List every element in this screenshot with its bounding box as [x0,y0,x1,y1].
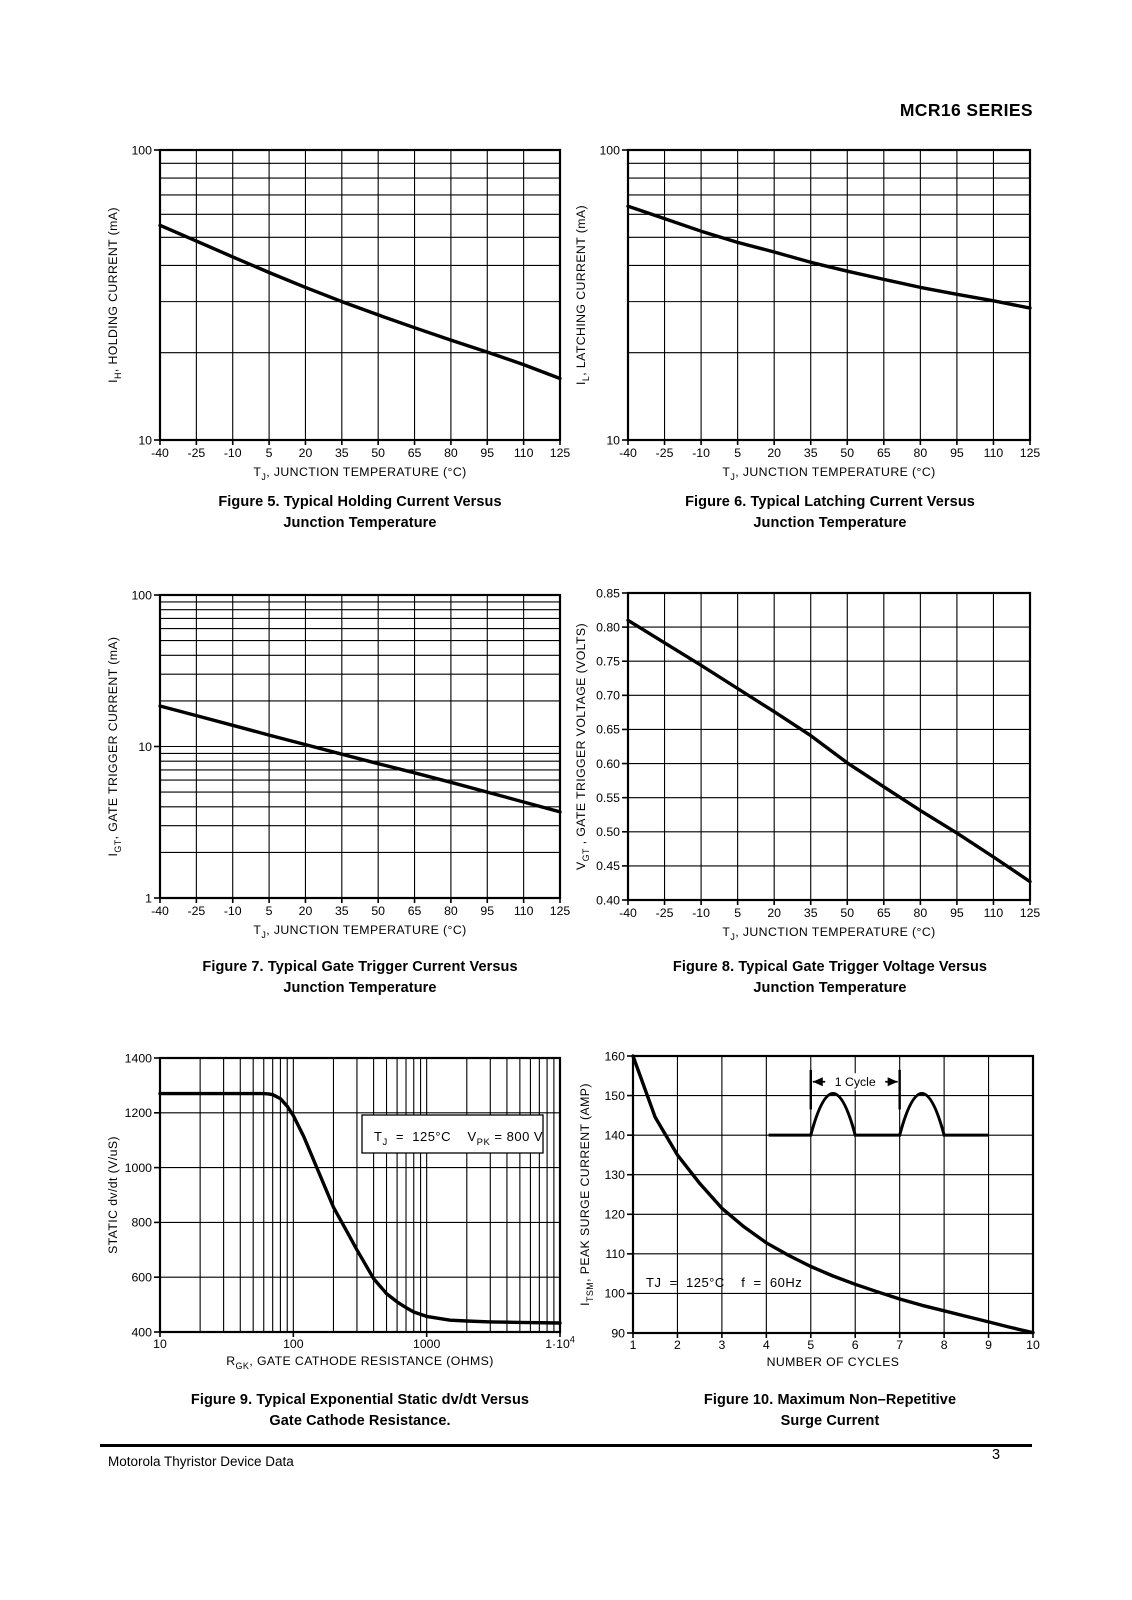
y-axis-label: STATIC dv/dt (V/uS) [106,1136,120,1254]
svg-text:50: 50 [371,446,386,460]
svg-text:0.85: 0.85 [596,586,620,601]
svg-text:110: 110 [983,446,1004,460]
figure-10-chart [578,1049,1040,1369]
svg-text:7: 7 [896,1338,904,1352]
figure-10-caption-line1: Figure 10. Maximum Non–Repetitive [703,1392,957,1408]
svg-text:80: 80 [444,446,458,460]
figure-8-chart [574,586,1040,942]
svg-text:110: 110 [513,904,534,918]
arrow-left-icon [813,1077,823,1086]
svg-text:-10: -10 [223,904,242,918]
svg-text:5: 5 [265,904,273,918]
surge-waveform [769,1070,989,1135]
figure-8-caption [608,957,1052,999]
svg-text:20: 20 [767,446,782,460]
figure-8-caption-line1: Figure 8. Typical Gate Trigger Voltage Versus [672,959,988,975]
x-axis-label: $R_{GK}$, GATE CATHODE RESISTANCE (OHMS) [226,1354,494,1371]
svg-text:6: 6 [851,1338,859,1352]
figure-7-chart [106,588,570,940]
svg-text:100: 100 [131,588,152,603]
svg-text:50: 50 [371,904,386,918]
svg-text:0.45: 0.45 [596,859,620,874]
y-axis-label: $I_{TSM}$, PEAK SURGE CURRENT (AMP) [578,1083,595,1306]
figure-10-caption [608,1390,1052,1432]
figure-10-caption-line2: Surge Current [780,1413,880,1429]
svg-text:1000: 1000 [124,1160,152,1175]
data-curve [628,620,1030,881]
page-title: MCR16 SERIES [899,100,1033,120]
svg-text:9: 9 [985,1338,992,1352]
cycle-annotation: 1 Cycle [834,1075,876,1090]
svg-text:1000: 1000 [412,1337,441,1351]
svg-text:8: 8 [940,1338,948,1352]
y-axis-label: $I_L$, LATCHING CURRENT (mA) [574,205,591,385]
svg-text:400: 400 [131,1325,152,1340]
axis-tick-labels [604,1049,1040,1352]
svg-text:600: 600 [131,1270,152,1285]
figure-9-chart [106,1051,575,1371]
svg-text:80: 80 [913,906,928,920]
svg-text:125: 125 [1019,446,1041,460]
svg-text:100: 100 [131,143,152,158]
gridlines [628,593,1030,900]
svg-text:95: 95 [480,904,495,918]
svg-text:4: 4 [762,1338,770,1352]
figure-5-caption [138,492,582,534]
plot-frame [633,1056,1033,1333]
svg-text:5: 5 [265,446,273,460]
svg-text:130: 130 [604,1168,625,1183]
svg-text:2: 2 [674,1338,681,1352]
figure-5-chart [106,143,570,482]
svg-text:10: 10 [153,1337,167,1351]
svg-text:125: 125 [549,904,571,918]
figure-6-caption-line2: Junction Temperature [753,515,907,531]
svg-text:0.55: 0.55 [596,790,620,805]
svg-text:35: 35 [803,446,818,460]
svg-text:1: 1 [145,891,152,906]
plot-frame [160,1058,560,1332]
svg-text:-25: -25 [187,446,206,460]
svg-text:20: 20 [767,906,782,920]
svg-text:10: 10 [138,739,152,754]
figure-5-caption-line1: Figure 5. Typical Holding Current Versus [218,494,502,510]
figure-9-caption-line1: Figure 9. Typical Exponential Static dv/dt Versus [190,1392,530,1408]
svg-text:35: 35 [334,904,349,918]
x-axis-label: NUMBER OF CYCLES [766,1355,900,1369]
svg-text:-40: -40 [619,446,637,460]
data-curve [160,706,560,812]
figure-6-chart [574,143,1040,482]
condition-annotation: TJ = 125°C f = 60Hz [646,1275,803,1290]
svg-text:1200: 1200 [124,1106,152,1121]
gridlines [160,1058,560,1332]
axis-tick-labels [596,586,1040,920]
svg-text:120: 120 [604,1207,625,1222]
figure-6-caption-line1: Figure 6. Typical Latching Current Versus [685,494,975,510]
plot-frame [628,593,1030,900]
page-number: 3 [992,1447,1001,1463]
y-axis-label: $I_{GT}$, GATE TRIGGER CURRENT (mA) [106,636,123,857]
figure-6-caption [608,492,1052,534]
figure-7-caption [138,957,582,999]
footer-text: Motorola Thyristor Device Data [108,1454,294,1469]
svg-text:95: 95 [950,446,964,460]
svg-text:35: 35 [803,906,818,920]
svg-text:10: 10 [138,433,152,448]
svg-text:125: 125 [549,446,571,460]
svg-text:150: 150 [604,1088,625,1103]
svg-text:-10: -10 [692,446,710,460]
gridlines [160,595,560,898]
svg-text:0.50: 0.50 [596,825,620,840]
svg-text:0.70: 0.70 [596,688,620,703]
svg-text:100: 100 [604,1286,625,1301]
svg-text:65: 65 [876,446,891,460]
arrow-right-icon [888,1077,898,1086]
figure-5-caption-line2: Junction Temperature [283,515,437,531]
svg-text:90: 90 [611,1326,625,1341]
svg-text:1: 1 [629,1338,637,1352]
svg-text:110: 110 [605,1247,625,1262]
tick-marks [154,595,560,903]
svg-text:50: 50 [840,446,855,460]
svg-text:-10: -10 [692,906,710,920]
figure-8-caption-line2: Junction Temperature [753,980,907,996]
x-axis-label: $T_J$, JUNCTION TEMPERATURE (°C) [722,465,936,482]
svg-text:5: 5 [807,1338,815,1352]
svg-text:125: 125 [1019,906,1041,920]
svg-text:35: 35 [334,446,349,460]
svg-text:-10: -10 [223,446,242,460]
tick-marks [627,1056,1033,1338]
svg-text:10: 10 [1026,1338,1040,1352]
svg-text:20: 20 [298,904,313,918]
svg-text:10: 10 [606,433,620,448]
svg-text:65: 65 [876,906,891,920]
gridlines [160,150,560,440]
svg-text:80: 80 [444,904,458,918]
gridlines [633,1056,1033,1333]
svg-text:1400: 1400 [124,1051,152,1066]
svg-text:-25: -25 [187,904,206,918]
svg-text:95: 95 [480,446,495,460]
svg-text:65: 65 [407,446,422,460]
svg-text:20: 20 [298,446,313,460]
svg-text:5: 5 [734,906,742,920]
svg-text:80: 80 [913,446,928,460]
svg-text:110: 110 [983,906,1004,920]
x-axis-label: $T_J$, JUNCTION TEMPERATURE (°C) [722,925,936,942]
svg-text:0.75: 0.75 [596,654,620,669]
tick-marks [154,150,560,445]
svg-text:0.80: 0.80 [596,620,620,635]
data-curve [633,1056,1033,1333]
condition-annotation: $T_J = 125^\circ C$ $V_{PK} = 800$ V [374,1129,544,1148]
figure-9-caption [138,1390,582,1432]
svg-text:100: 100 [283,1337,304,1351]
x-axis-label: $T_J$, JUNCTION TEMPERATURE (°C) [253,923,467,940]
svg-text:140: 140 [604,1128,625,1143]
svg-text:-40: -40 [151,446,169,460]
svg-text:0.65: 0.65 [596,722,620,737]
data-curve [628,206,1030,308]
svg-text:-25: -25 [655,906,674,920]
svg-text:160: 160 [604,1049,625,1064]
svg-text:95: 95 [950,906,964,920]
svg-text:110: 110 [513,446,534,460]
svg-text:0.40: 0.40 [596,893,620,908]
svg-text:5: 5 [734,446,742,460]
svg-text:50: 50 [840,906,855,920]
svg-text:-25: -25 [655,446,674,460]
figure-7-caption-line1: Figure 7. Typical Gate Trigger Current Versus [202,959,518,975]
figure-7-caption-line2: Junction Temperature [283,980,437,996]
svg-text:65: 65 [407,904,422,918]
y-axis-label: $V_{GT}$ , GATE TRIGGER VOLTAGE (VOLTS) [574,623,591,870]
x-axis-label: $T_J$, JUNCTION TEMPERATURE (°C) [253,465,467,482]
svg-text:1·104: $1\cdot 10^4$ [545,1334,575,1351]
svg-text:-40: -40 [151,904,169,918]
svg-text:0.60: 0.60 [596,756,620,771]
footer-divider [100,1444,1032,1447]
svg-text:-40: -40 [619,906,637,920]
plot-frame [160,150,560,440]
svg-text:3: 3 [718,1338,726,1352]
y-axis-label: $I_H$, HOLDING CURRENT (mA) [106,207,123,383]
svg-text:800: 800 [131,1215,152,1230]
svg-text:100: 100 [599,143,620,158]
figure-9-caption-line2: Gate Cathode Resistance. [269,1413,451,1429]
